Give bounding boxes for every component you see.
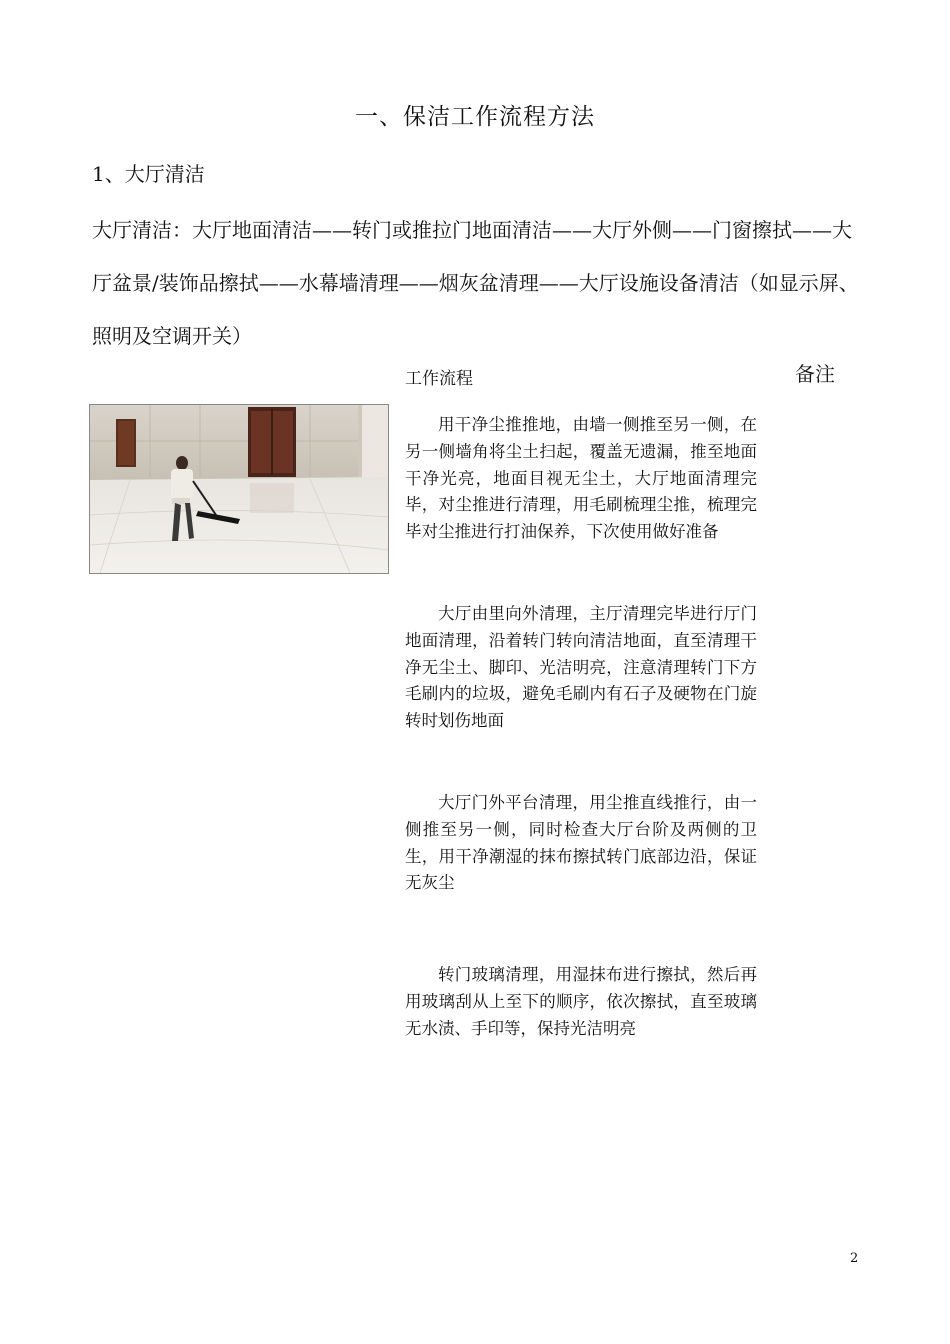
column-header-flow: 工作流程 [405,369,473,389]
step-paragraph-4: 转门玻璃清理，用湿抹布进行擦拭，然后再用玻璃刮从上至下的顺序，依次擦拭，直至玻璃无水渍、手印等，保持光洁明亮 [405,965,757,1038]
step-paragraph-3: 大厅门外平台清理，用尘推直线推行，由一侧推至另一侧，同时检查大厅台阶及两侧的卫生，用干净潮湿的抹布擦拭转门底部边沿，保证无灰尘 [405,793,757,893]
lobby-cleaning-photo [89,404,389,574]
page-title: 一、保洁工作流程方法 [355,104,595,130]
intro-paragraph: 大厅清洁：大厅地面清洁——转门或推拉门地面清洁——大厅外侧——门窗擦拭——大厅盆景/装饰品擦拭——水幕墙清理——烟灰盆清理——大厅设施设备清洁（如显示屏、照明及空调开关） [92,218,859,348]
section-heading: 1、大厅清洁 [92,162,205,186]
step-paragraph-1: 用干净尘推推地，由墙一侧推至另一侧，在另一侧墙角将尘土扫起，覆盖无遗漏，推至地面干净光亮，地面目视无尘土，大厅地面清理完毕，对尘推进行清理，用毛刷梳理尘推，梳理完毕对尘推进行打油保养，下次使用做好准备 [405,415,757,542]
step-paragraph-2: 大厅由里向外清理，主厅清理完毕进行厅门地面清理，沿着转门转向清洁地面，直至清理干净无尘土、脚印、光洁明亮，注意清理转门下方毛刷内的垃圾，避免毛刷内有石子及硬物在门旋转时划伤地面 [405,604,757,731]
column-header-note: 备注 [795,362,835,386]
page-number: 2 [850,1251,859,1266]
